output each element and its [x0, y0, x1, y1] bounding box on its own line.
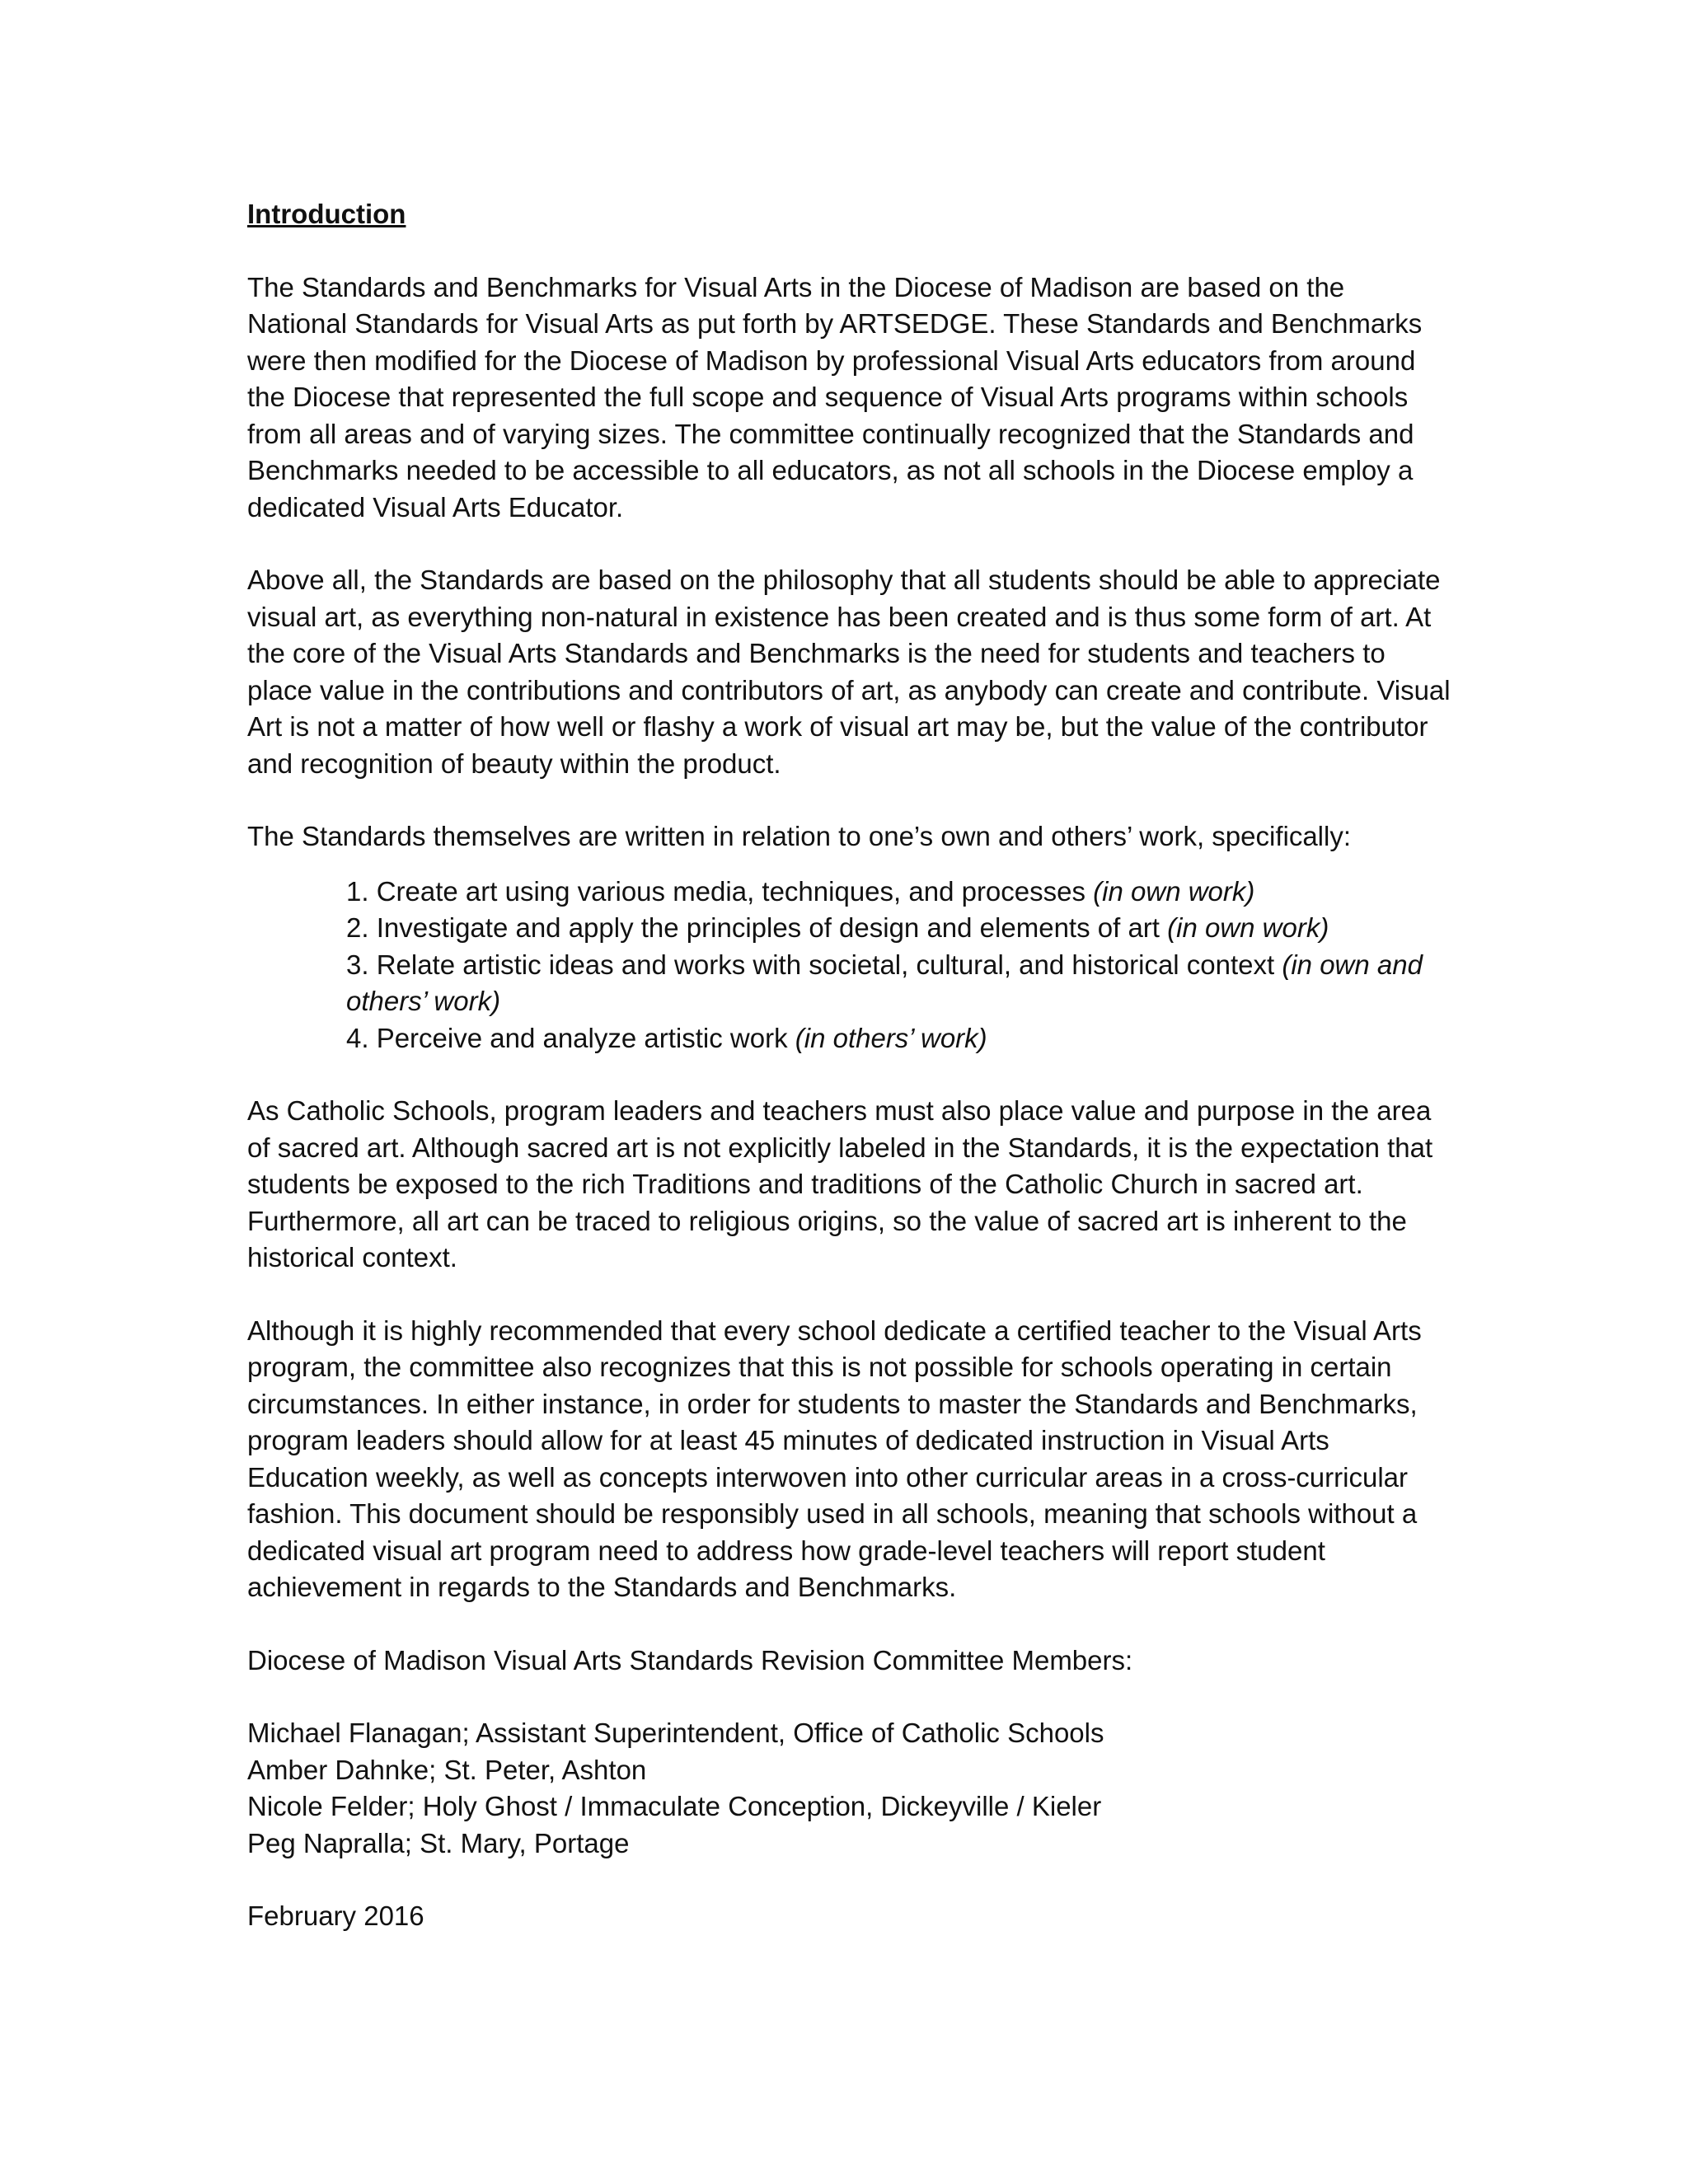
- intro-paragraph-2: Above all, the Standards are based on the philosophy that all students should be able to appreciate visual art, as everything non-natural in existence has been created and is thus some form of art. At the core of the Visual Arts Standards and Benchmarks is the need for students and teachers to place value in the contributions and contributors of art, as anybody can create and contribute. Visual Art is not a matter of how well or flashy a work of visual art may be, but the value of the contributor and recognition of beauty within the product.: [247, 565, 1451, 779]
- standard-text: 4. Perceive and analyze artistic work: [346, 1022, 795, 1053]
- committee-member: Peg Napralla; St. Mary, Portage: [247, 1827, 630, 1858]
- standards-list-item: [346, 947, 1451, 1020]
- committee-members-list: [247, 1715, 1451, 1862]
- committee-member: Nicole Felder; Holy Ghost / Immaculate Conception, Dickeyville / Kieler: [247, 1791, 1102, 1821]
- standard-note: (in own work): [1167, 912, 1329, 943]
- instruction-paragraph: Although it is highly recommended that every school dedicate a certified teacher to the Visual Arts program, the committee also recognizes that this is not possible for schools operating in certain circumstances. In either instance, in order for students to master the Standards and Benchmarks, program leaders should allow for at least 45 minutes of dedicated instruction in Visual Arts Education weekly, as well as concepts interwoven into other curricular areas in a cross-curricular fashion. This document should be responsibly used in all schools, meaning that schools without a dedicated visual art program need to address how grade-level teachers will report student achievement in regards to the Standards and Benchmarks.: [247, 1315, 1422, 1602]
- standard-text: 2. Investigate and apply the principles of design and elements of art: [346, 912, 1168, 943]
- standard-note: (in own work): [1093, 875, 1255, 907]
- committee-member: Amber Dahnke; St. Peter, Ashton: [247, 1754, 647, 1785]
- section-heading: Introduction: [247, 199, 406, 229]
- standards-list-item: [346, 874, 1451, 911]
- intro-paragraph-1: The Standards and Benchmarks for Visual Arts in the Diocese of Madison are based on the National Standards for Visual Arts as put forth by ARTSEDGE. These Standards and Benchmarks were then modified for the Diocese of Madison by professional Visual Arts educators from around the Diocese that represented the full scope and sequence of Visual Arts programs within schools from all areas and of varying sizes. The committee continually recognized that the Standards and Benchmarks needed to be accessible to all educators, as not all schools in the Diocese employ a dedicated Visual Arts Educator.: [247, 271, 1423, 523]
- document-date: February 2016: [247, 1900, 424, 1931]
- standard-note: (in own and others’ work): [346, 949, 1423, 1016]
- standards-list-item: [346, 910, 1451, 947]
- document-body: [247, 196, 1451, 1935]
- intro-paragraph-3: The Standards themselves are written in relation to one’s own and others’ work, specifically:: [247, 821, 1351, 851]
- committee-member: Michael Flanagan; Assistant Superintendent, Office of Catholic Schools: [247, 1718, 1104, 1748]
- standard-text: 3. Relate artistic ideas and works with societal, cultural, and historical context: [346, 949, 1282, 980]
- standards-list-item: [346, 1020, 1451, 1057]
- standard-text: 1. Create art using various media, techniques, and processes: [346, 875, 1094, 907]
- sacred-art-paragraph: As Catholic Schools, program leaders and teachers must also place value and purpose in the area of sacred art. Although sacred art is not explicitly labeled in the Standards, it is the expectation that students be exposed to the rich Traditions and traditions of the Catholic Church in sacred art. Furthermore, all art can be traced to religious origins, so the value of sacred art is inherent to the historical context.: [247, 1095, 1433, 1272]
- standard-note: (in others’ work): [795, 1022, 987, 1053]
- standards-list: [247, 874, 1451, 1057]
- committee-heading: Diocese of Madison Visual Arts Standards Revision Committee Members:: [247, 1644, 1133, 1675]
